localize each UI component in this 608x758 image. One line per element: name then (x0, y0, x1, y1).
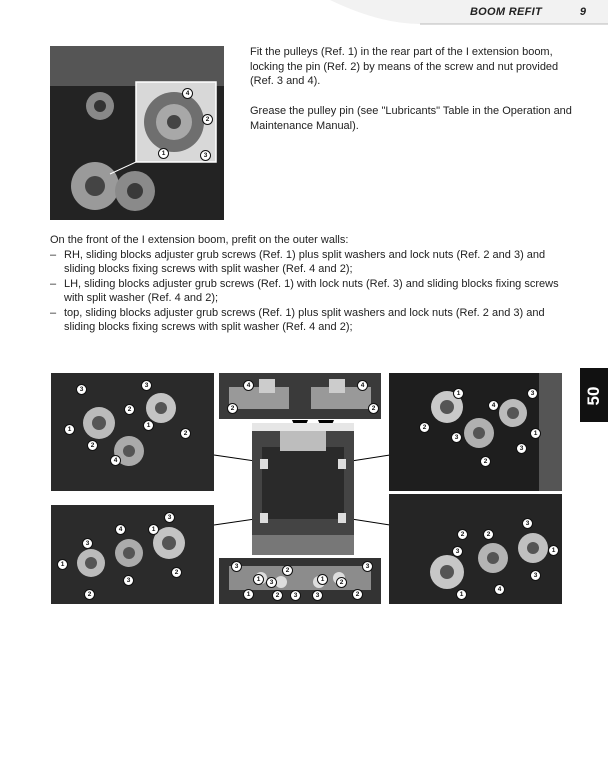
callout-badge: 2 (336, 577, 347, 588)
callout-badge: 1 (64, 424, 75, 435)
panel-bottom-left-drawing (51, 505, 214, 604)
callout-badge: 2 (124, 404, 135, 415)
panel-bottom-left (51, 505, 214, 604)
callout-badge: 4 (115, 524, 126, 535)
callout-badge: 3 (530, 570, 541, 581)
callout-badge: 1 (253, 574, 264, 585)
callout-badge: 2 (480, 456, 491, 467)
callout-badge: 3 (231, 561, 242, 572)
callout-badge: 2 (84, 589, 95, 600)
callout-badge: 4 (357, 380, 368, 391)
callout-badge: 1 (317, 574, 328, 585)
intro-paragraph-2: Grease the pulley pin (see "Lubricants" Table in the Operation and Maintenance Manual). (250, 105, 572, 132)
callout-badge: 3 (312, 590, 323, 601)
callout-badge: 3 (452, 546, 463, 557)
list-item: – top, sliding blocks adjuster grub screws (Ref. 1) plus split washers and lock nuts (Ref. 2 and 3) and sliding blocks fixing screws with split washer (Ref. 4 and 2); (50, 306, 545, 333)
callout-badge: 4 (494, 584, 505, 595)
callout-badge: 4 (488, 400, 499, 411)
callout-badge: 2 (202, 114, 213, 125)
callout-badge: 3 (516, 443, 527, 454)
front-lead: On the front of the I extension boom, prefit on the outer walls: (50, 234, 349, 246)
callout-badge: 3 (141, 380, 152, 391)
callout-badge: 3 (522, 518, 533, 529)
panel-center-drawing (252, 423, 354, 555)
list-item: – LH, sliding blocks adjuster grub screws (Ref. 1) with lock nuts (Ref. 3) and sliding blocks fixing screws with split washer (Ref. 4 and 2); (50, 277, 559, 304)
page-number: 9 (579, 6, 586, 18)
list-item-text: RH, sliding blocks adjuster grub screws (Ref. 1) plus split washers and lock nuts (Ref. 2 and 3) and sliding blocks fixing screws with split washer (Ref. 4 and 2); (64, 248, 546, 275)
callout-badge: 3 (290, 590, 301, 601)
callout-badge: 3 (200, 150, 211, 161)
header-title: BOOM REFIT (469, 6, 542, 18)
callout-badge: 1 (453, 388, 464, 399)
panel-bottom-right (389, 494, 562, 604)
callout-badge: 2 (87, 440, 98, 451)
callout-badge: 3 (266, 577, 277, 588)
callout-badge: 1 (57, 559, 68, 570)
callout-badge: 3 (82, 538, 93, 549)
callout-badge: 2 (282, 565, 293, 576)
callout-badge: 1 (148, 524, 159, 535)
callout-badge: 3 (123, 575, 134, 586)
callout-badge: 2 (171, 567, 182, 578)
callout-badge: 3 (76, 384, 87, 395)
list-item-text: top, sliding blocks adjuster grub screws (Ref. 1) plus split washers and lock nuts (Ref. 2 and 3) and sliding blocks fixing screws with split washer (Ref. 4 and 2); (64, 306, 545, 333)
callout-badge: 1 (143, 420, 154, 431)
intro-paragraph-1: Fit the pulleys (Ref. 1) in the rear part of the I extension boom, locking the pin (Ref. 2) by means of the screw and nut provided (Ref. 3 and 4). (250, 46, 559, 87)
callout-badge: 3 (362, 561, 373, 572)
callout-badge: 1 (243, 589, 254, 600)
callout-badge: 1 (530, 428, 541, 439)
callout-badge: 2 (272, 590, 283, 601)
section-tab (580, 368, 608, 422)
list-item-text: LH, sliding blocks adjuster grub screws (Ref. 1) with lock nuts (Ref. 3) and sliding blocks fixing screws with split washer (Ref. 4 and 2); (64, 277, 559, 304)
pulley-photo (50, 46, 224, 220)
panel-top-center-drawing (219, 373, 381, 419)
callout-badge: 2 (368, 403, 379, 414)
callout-badge: 1 (158, 148, 169, 159)
callout-badge: 4 (182, 88, 193, 99)
section-tab-label: 50 (584, 386, 603, 406)
callout-badge: 3 (451, 432, 462, 443)
callout-badge: 2 (483, 529, 494, 540)
callout-badge: 4 (110, 455, 121, 466)
pulley-photo-drawing (50, 46, 224, 220)
panel-center (252, 423, 354, 555)
callout-badge: 2 (227, 403, 238, 414)
callout-badge: 3 (164, 512, 175, 523)
callout-badge: 4 (243, 380, 254, 391)
panel-top-center (219, 373, 381, 419)
callout-badge: 2 (352, 589, 363, 600)
callout-badge: 1 (456, 589, 467, 600)
callout-badge: 2 (180, 428, 191, 439)
front-instructions (50, 233, 570, 335)
panel-bottom-right-drawing (389, 494, 562, 604)
callout-badge: 2 (457, 529, 468, 540)
list-item: – RH, sliding blocks adjuster grub screws (Ref. 1) plus split washers and lock nuts (Ref. 2 and 3) and sliding blocks fixing screws with split washer (Ref. 4 and 2); (50, 248, 546, 275)
callout-badge: 1 (548, 545, 559, 556)
callout-badge: 2 (419, 422, 430, 433)
callout-badge: 3 (527, 388, 538, 399)
